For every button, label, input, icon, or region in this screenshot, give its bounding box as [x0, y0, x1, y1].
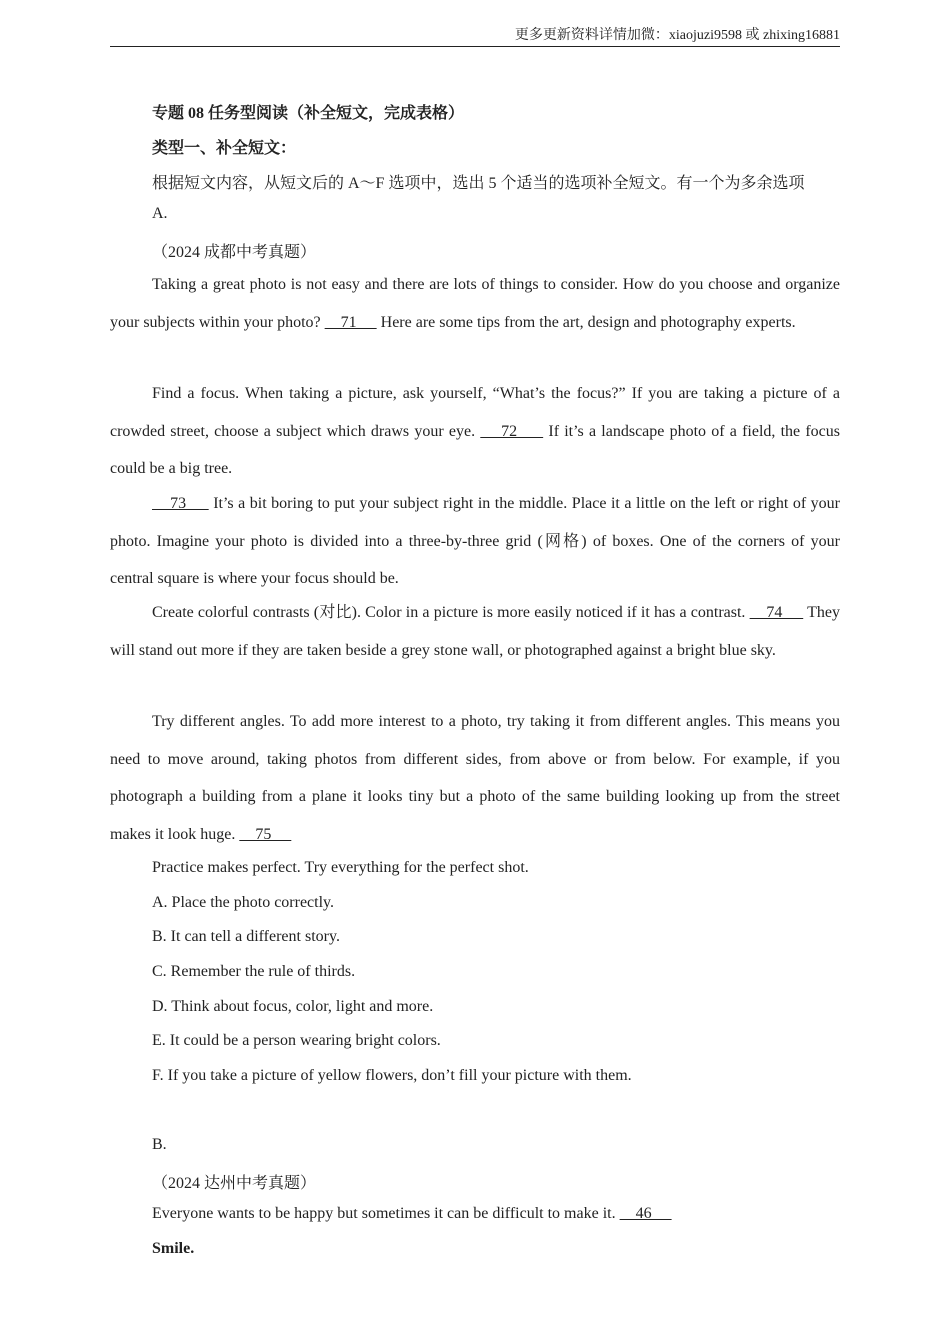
paragraph-practice: Practice makes perfect. Try everything for the perfect shot.	[152, 859, 529, 876]
header-text: 更多更新资料详情加微：xiaojuzi9598 或 zhixing16881	[514, 28, 840, 43]
paragraph-contrast: Create colorful contrasts (对比). Color in a picture is more easily noticed if it has a contrast. 74 They will stand out more if they are taken beside a grey stone wall, or photographed against a bright blue sky.	[110, 604, 840, 659]
option-d: D. Think about focus, color, light and more.	[152, 998, 434, 1015]
type-heading: 类型一、补全短文：	[152, 140, 297, 157]
blank-75: 75	[239, 825, 292, 843]
section-a-label: A.	[152, 205, 168, 222]
paragraph-thirds: 73 It’s a bit boring to put your subject right in the middle. Place it a little on the left or right of your photo. Imagine your photo is divided into a three-by-three grid (网格) of boxes. One of the corners of your central square is where your focus should be.	[110, 495, 841, 587]
paragraph-happy: Everyone wants to be happy but sometimes it can be difficult to make it. 46	[152, 1205, 672, 1222]
option-a: A. Place the photo correctly.	[152, 894, 335, 911]
paragraph-focus: Find a focus. When taking a picture, ask yourself, “What’s the focus?” If you are taking a picture of a crowded street, choose a subject which draws your eye. 72 If it’s a landscape photo of a field, the focus could be a big tree.	[110, 385, 841, 477]
blank-46: 46	[619, 1205, 672, 1222]
page-title: 专题 08 任务型阅读（补全短文，完成表格）	[152, 105, 465, 122]
section-b-label: B.	[152, 1136, 167, 1153]
option-e: E. It could be a person wearing bright colors.	[152, 1032, 441, 1049]
page-header	[110, 26, 840, 47]
option-b: B. It can tell a different story.	[152, 928, 340, 945]
section-b-source: （2024 达州中考真题）	[152, 1175, 317, 1192]
blank-73: 73	[152, 495, 209, 512]
paragraph-angles: Try different angles. To add more interest to a photo, try taking it from different angles. This means you need to move around, taking photos from different sides, from above or from below. For example, if you photograph a building from a plane it looks tiny but a photo of the same building looking up from the street makes it look huge. 75	[110, 713, 840, 843]
option-c: C. Remember the rule of thirds.	[152, 963, 356, 980]
blank-74: 74	[749, 604, 804, 621]
section-b-heading: Smile.	[152, 1240, 195, 1257]
paragraph-intro: Taking a great photo is not easy and there are lots of things to consider. How do you choose and organize your subjects within your photo? 71 Here are some tips from the art, design and photography experts.	[110, 276, 840, 331]
section-a-source: （2024 成都中考真题）	[152, 244, 317, 261]
instruction: 根据短文内容，从短文后的 A～F 选项中，选出 5 个适当的选项补全短文。有一个为多余选项	[152, 175, 805, 192]
blank-71: 71	[324, 313, 377, 331]
blank-72: 72	[480, 422, 544, 440]
option-f: F. If you take a picture of yellow flowers, don’t fill your picture with them.	[152, 1067, 632, 1084]
